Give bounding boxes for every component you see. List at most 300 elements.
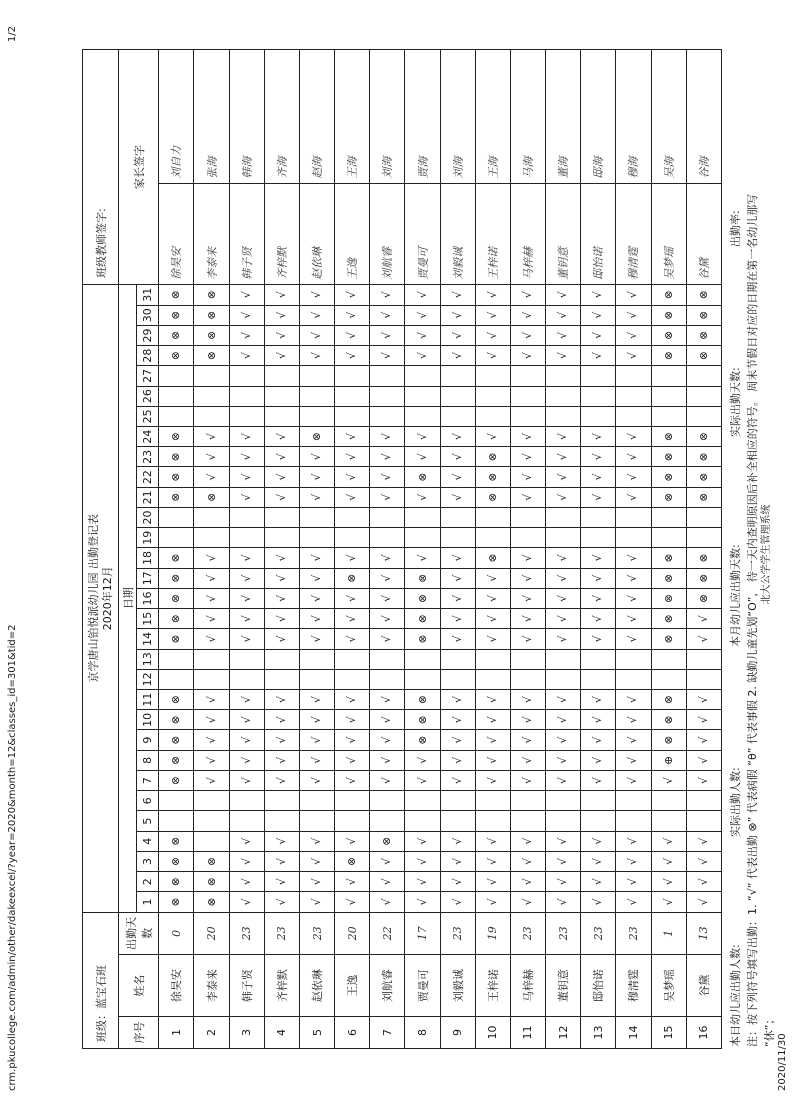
attendance-mark: √ (475, 588, 510, 608)
attendance-mark: √ (616, 325, 651, 345)
attendance-mark (159, 649, 194, 669)
attendance-mark: √ (440, 568, 475, 588)
attendance-mark (475, 669, 510, 689)
student-seq: 11 (510, 1017, 545, 1049)
attendance-mark: √ (510, 447, 545, 467)
parent-signature: 贾曼可 (405, 183, 440, 284)
attendance-mark: √ (581, 426, 616, 446)
attendance-mark: ⊗ (651, 426, 686, 446)
attendance-mark: √ (370, 487, 405, 507)
attendance-mark: √ (194, 548, 229, 568)
attendance-mark (651, 811, 686, 831)
attendance-mark: √ (370, 690, 405, 710)
attendance-mark: √ (616, 588, 651, 608)
attendance-mark: ⊗ (159, 609, 194, 629)
attendance-mark: √ (229, 467, 264, 487)
attendance-mark: ⊗ (159, 426, 194, 446)
attendance-mark: √ (229, 710, 264, 730)
attendance-mark: √ (475, 831, 510, 851)
attendance-mark (335, 649, 370, 669)
attendance-mark: √ (229, 588, 264, 608)
days-present: 22 (370, 912, 405, 955)
attendance-mark (229, 528, 264, 548)
days-present: 23 (264, 912, 299, 955)
attendance-mark: √ (510, 568, 545, 588)
attendance-mark: √ (335, 892, 370, 912)
attendance-mark (229, 406, 264, 426)
attendance-mark (264, 669, 299, 689)
attendance-mark: √ (335, 690, 370, 710)
day-number: 22 (137, 467, 159, 487)
attendance-mark (370, 528, 405, 548)
attendance-mark: √ (581, 325, 616, 345)
attendance-mark (686, 528, 721, 548)
attendance-mark: √ (335, 730, 370, 750)
attendance-mark: √ (335, 284, 370, 305)
parent-signature: 李泰来 (194, 183, 229, 284)
attendance-mark: √ (299, 872, 334, 892)
attendance-mark: √ (440, 690, 475, 710)
student-seq: 8 (405, 1017, 440, 1049)
attendance-mark (264, 406, 299, 426)
attendance-mark (475, 386, 510, 406)
attendance-mark: ⊗ (405, 467, 440, 487)
attendance-mark: √ (581, 750, 616, 770)
attendance-mark: √ (440, 346, 475, 366)
attendance-mark: √ (510, 325, 545, 345)
attendance-mark: √ (440, 548, 475, 568)
attendance-mark: √ (581, 892, 616, 912)
student-row (229, 50, 264, 1049)
attendance-mark: ⊗ (686, 467, 721, 487)
attendance-mark: √ (440, 588, 475, 608)
day-number: 24 (137, 426, 159, 446)
attendance-mark: ⊗ (159, 730, 194, 750)
attendance-mark (546, 791, 581, 811)
attendance-mark (651, 528, 686, 548)
attendance-mark: √ (335, 305, 370, 325)
attendance-mark (510, 811, 545, 831)
attendance-mark (475, 649, 510, 669)
attendance-mark (686, 649, 721, 669)
attendance-mark: √ (335, 426, 370, 446)
parent-signature: 穆海 (616, 50, 651, 184)
attendance-mark: √ (686, 770, 721, 790)
attendance-mark: ⊗ (194, 872, 229, 892)
attendance-mark: √ (510, 750, 545, 770)
attendance-mark: √ (546, 568, 581, 588)
attendance-mark: √ (440, 710, 475, 730)
attendance-mark: √ (475, 730, 510, 750)
attendance-mark: ⊗ (194, 487, 229, 507)
attendance-mark: ⊗ (194, 892, 229, 912)
attendance-mark (194, 791, 229, 811)
attendance-mark: √ (264, 467, 299, 487)
attendance-mark: √ (405, 487, 440, 507)
day-number: 1 (137, 892, 159, 912)
attendance-mark: √ (335, 872, 370, 892)
attendance-mark: √ (651, 770, 686, 790)
student-row (159, 50, 194, 1049)
attendance-mark: √ (370, 872, 405, 892)
attendance-mark: √ (299, 588, 334, 608)
attendance-mark: √ (581, 305, 616, 325)
attendance-mark (686, 406, 721, 426)
parent-signature: 谷黛 (686, 183, 721, 284)
days-present: 23 (299, 912, 334, 955)
attendance-mark: √ (335, 325, 370, 345)
footer-expected-days: 本月幼儿应出勤天数: (729, 544, 742, 647)
attendance-mark (510, 507, 545, 527)
attendance-mark: √ (335, 629, 370, 649)
student-row (264, 50, 299, 1049)
attendance-mark: √ (686, 851, 721, 871)
attendance-mark: √ (581, 770, 616, 790)
attendance-mark: ⊗ (686, 426, 721, 446)
attendance-mark: ⊗ (159, 325, 194, 345)
attendance-mark: √ (616, 548, 651, 568)
attendance-mark: √ (335, 831, 370, 851)
attendance-mark (229, 811, 264, 831)
attendance-mark: ⊗ (686, 284, 721, 305)
attendance-mark (440, 528, 475, 548)
footer-actual-days: 实际出勤天数: (729, 367, 742, 437)
attendance-mark (194, 507, 229, 527)
attendance-mark: √ (229, 426, 264, 446)
attendance-mark: √ (335, 447, 370, 467)
header-seq: 序号 (119, 1017, 159, 1049)
attendance-mark: √ (546, 305, 581, 325)
student-name: 王逸 (335, 955, 370, 1017)
attendance-mark: √ (475, 629, 510, 649)
parent-signature: 刘航睿 (370, 183, 405, 284)
attendance-mark (440, 669, 475, 689)
attendance-mark: √ (616, 346, 651, 366)
attendance-mark: ⊗ (651, 548, 686, 568)
attendance-mark: √ (616, 609, 651, 629)
attendance-mark: √ (229, 568, 264, 588)
day-number: 3 (137, 851, 159, 871)
attendance-mark: √ (405, 447, 440, 467)
day-number: 23 (137, 447, 159, 467)
attendance-mark (335, 406, 370, 426)
system-name: 北大公学学生管理系统 (761, 504, 772, 605)
day-number: 17 (137, 568, 159, 588)
student-seq: 12 (546, 1017, 581, 1049)
attendance-mark: √ (475, 325, 510, 345)
student-seq: 16 (686, 1017, 721, 1049)
attendance-mark: √ (405, 851, 440, 871)
attendance-mark: ⊗ (651, 690, 686, 710)
attendance-mark: √ (194, 770, 229, 790)
day-number: 15 (137, 609, 159, 629)
attendance-mark: √ (299, 690, 334, 710)
attendance-mark: √ (616, 284, 651, 305)
attendance-mark: √ (616, 467, 651, 487)
attendance-mark: √ (510, 426, 545, 446)
attendance-mark: √ (616, 447, 651, 467)
attendance-mark: √ (546, 629, 581, 649)
attendance-mark (335, 791, 370, 811)
footer-note: 注：按下列符号填写出勤：1. “√” 代表出勤 ⊗” 代表病假 “θ” 代表事假 2. 缺勤儿童先划“O”， 待一天内查明原因后补全相应的符号。 周末节假日对应的日期在第一名幼儿那写 (746, 193, 759, 1047)
attendance-mark: √ (581, 690, 616, 710)
attendance-mark: ⊗ (405, 730, 440, 750)
attendance-mark: ⊗ (405, 588, 440, 608)
days-present: 1 (651, 912, 686, 955)
attendance-mark (440, 811, 475, 831)
attendance-mark (159, 669, 194, 689)
header-parent-sign: 家长签字 (119, 50, 159, 285)
attendance-mark (299, 366, 334, 386)
attendance-mark: √ (194, 609, 229, 629)
attendance-mark: √ (616, 568, 651, 588)
attendance-mark: √ (546, 548, 581, 568)
attendance-mark (581, 507, 616, 527)
attendance-mark (405, 811, 440, 831)
attendance-mark (229, 649, 264, 669)
attendance-mark: ⊗ (159, 487, 194, 507)
attendance-mark: √ (229, 892, 264, 912)
attendance-mark: √ (546, 770, 581, 790)
attendance-mark (370, 386, 405, 406)
attendance-mark (581, 386, 616, 406)
attendance-mark: √ (229, 629, 264, 649)
attendance-mark: √ (616, 730, 651, 750)
attendance-mark: √ (229, 325, 264, 345)
student-row (686, 50, 721, 1049)
attendance-mark: √ (194, 568, 229, 588)
attendance-mark: √ (370, 284, 405, 305)
student-name: 马梓赫 (510, 955, 545, 1017)
attendance-mark: √ (264, 851, 299, 871)
attendance-mark: √ (264, 690, 299, 710)
student-name: 赵依琳 (299, 955, 334, 1017)
attendance-mark: √ (686, 872, 721, 892)
attendance-mark (440, 649, 475, 669)
days-present: 23 (616, 912, 651, 955)
day-number: 5 (137, 811, 159, 831)
student-seq: 3 (229, 1017, 264, 1049)
attendance-mark: √ (546, 609, 581, 629)
attendance-mark: √ (581, 629, 616, 649)
attendance-mark (405, 669, 440, 689)
attendance-mark: √ (546, 690, 581, 710)
attendance-mark: ⊗ (651, 568, 686, 588)
parent-signature: 刘海 (370, 50, 405, 184)
attendance-mark (159, 528, 194, 548)
attendance-mark (229, 791, 264, 811)
attendance-mark: √ (299, 284, 334, 305)
attendance-mark (475, 811, 510, 831)
attendance-mark: √ (335, 588, 370, 608)
attendance-mark: √ (440, 892, 475, 912)
attendance-mark: √ (440, 609, 475, 629)
attendance-mark: √ (299, 346, 334, 366)
attendance-mark: √ (581, 730, 616, 750)
attendance-mark: √ (194, 690, 229, 710)
attendance-mark: √ (651, 831, 686, 851)
attendance-mark (616, 791, 651, 811)
attendance-mark (194, 831, 229, 851)
attendance-mark: √ (264, 710, 299, 730)
attendance-mark: √ (370, 588, 405, 608)
attendance-mark (335, 386, 370, 406)
attendance-mark: ⊗ (194, 851, 229, 871)
attendance-mark: √ (510, 346, 545, 366)
attendance-mark (229, 386, 264, 406)
attendance-mark: √ (616, 831, 651, 851)
attendance-mark: √ (405, 872, 440, 892)
attendance-mark: ⊗ (686, 588, 721, 608)
attendance-mark (440, 366, 475, 386)
student-name: 刘航睿 (370, 955, 405, 1017)
attendance-mark (194, 406, 229, 426)
parent-signature: 刘毅诚 (440, 183, 475, 284)
attendance-mark (229, 507, 264, 527)
attendance-mark (686, 366, 721, 386)
parent-signature: 齐梓默 (264, 183, 299, 284)
attendance-mark: √ (229, 284, 264, 305)
parent-signature: 马梓赫 (510, 183, 545, 284)
attendance-mark: √ (229, 730, 264, 750)
attendance-mark: ⊗ (651, 487, 686, 507)
attendance-mark (264, 791, 299, 811)
attendance-mark: √ (546, 325, 581, 345)
parent-signature: 徐昊安 (159, 183, 194, 284)
attendance-mark (546, 528, 581, 548)
attendance-mark (229, 669, 264, 689)
attendance-mark (616, 811, 651, 831)
attendance-mark: √ (299, 892, 334, 912)
attendance-mark: √ (299, 770, 334, 790)
attendance-mark: √ (440, 750, 475, 770)
attendance-mark: √ (651, 851, 686, 871)
attendance-mark (370, 507, 405, 527)
attendance-mark: √ (581, 831, 616, 851)
attendance-mark: √ (546, 892, 581, 912)
day-number: 31 (137, 284, 159, 305)
attendance-mark: √ (370, 730, 405, 750)
attendance-mark: √ (440, 629, 475, 649)
attendance-mark (616, 669, 651, 689)
attendance-mark (264, 528, 299, 548)
attendance-mark: √ (370, 346, 405, 366)
attendance-mark (335, 811, 370, 831)
student-row (194, 50, 229, 1049)
attendance-mark: √ (229, 305, 264, 325)
attendance-mark: √ (616, 487, 651, 507)
attendance-mark: √ (581, 588, 616, 608)
attendance-mark (299, 386, 334, 406)
attendance-mark: √ (194, 447, 229, 467)
attendance-mark: √ (581, 548, 616, 568)
attendance-mark (475, 791, 510, 811)
attendance-mark (651, 366, 686, 386)
student-seq: 5 (299, 1017, 334, 1049)
attendance-mark: √ (475, 609, 510, 629)
attendance-mark: √ (264, 426, 299, 446)
attendance-mark (159, 811, 194, 831)
date-label: 日期 (119, 284, 137, 912)
attendance-mark (299, 406, 334, 426)
attendance-mark: √ (299, 467, 334, 487)
attendance-mark: √ (546, 730, 581, 750)
attendance-mark: ⊗ (194, 346, 229, 366)
attendance-mark: ⊗ (475, 487, 510, 507)
attendance-mark: √ (264, 325, 299, 345)
attendance-mark: √ (370, 305, 405, 325)
day-number: 6 (137, 791, 159, 811)
day-number: 7 (137, 770, 159, 790)
attendance-mark: ⊗ (475, 548, 510, 568)
attendance-mark: √ (370, 447, 405, 467)
attendance-mark: √ (686, 629, 721, 649)
attendance-mark (686, 669, 721, 689)
attendance-mark: √ (686, 730, 721, 750)
student-name: 邸怡诺 (581, 955, 616, 1017)
attendance-mark: √ (299, 609, 334, 629)
attendance-mark: √ (299, 730, 334, 750)
attendance-mark (264, 811, 299, 831)
attendance-mark (651, 791, 686, 811)
parent-signature: 谷海 (686, 50, 721, 184)
attendance-mark (546, 386, 581, 406)
attendance-mark: ⊗ (686, 346, 721, 366)
attendance-mark: √ (405, 892, 440, 912)
attendance-mark (510, 669, 545, 689)
attendance-mark (194, 649, 229, 669)
days-present: 23 (229, 912, 264, 955)
student-name: 王梓诺 (475, 955, 510, 1017)
attendance-mark (405, 366, 440, 386)
attendance-mark: √ (475, 305, 510, 325)
attendance-mark (194, 366, 229, 386)
attendance-mark: √ (686, 609, 721, 629)
attendance-mark: ⊗ (651, 609, 686, 629)
days-present: 13 (686, 912, 721, 955)
attendance-mark: √ (581, 467, 616, 487)
attendance-mark: √ (405, 325, 440, 345)
attendance-mark (370, 649, 405, 669)
attendance-mark: √ (475, 892, 510, 912)
attendance-mark: ⊗ (159, 284, 194, 305)
student-seq: 7 (370, 1017, 405, 1049)
attendance-mark: √ (264, 588, 299, 608)
attendance-mark (405, 507, 440, 527)
attendance-mark (616, 386, 651, 406)
title-row (83, 50, 119, 1049)
attendance-mark (370, 669, 405, 689)
attendance-mark (581, 669, 616, 689)
attendance-mark: ⊗ (159, 872, 194, 892)
attendance-mark (546, 406, 581, 426)
attendance-mark (335, 528, 370, 548)
attendance-mark: √ (440, 467, 475, 487)
footer-summary (727, 47, 743, 1047)
attendance-mark: √ (264, 447, 299, 467)
attendance-mark (264, 386, 299, 406)
attendance-mark (159, 366, 194, 386)
day-number: 11 (137, 690, 159, 710)
attendance-mark: √ (229, 346, 264, 366)
student-row (299, 50, 334, 1049)
student-row (616, 50, 651, 1049)
attendance-mark (546, 366, 581, 386)
days-present: 19 (475, 912, 510, 955)
attendance-mark: ⊗ (159, 710, 194, 730)
attendance-mark: √ (299, 831, 334, 851)
attendance-mark: √ (440, 851, 475, 871)
